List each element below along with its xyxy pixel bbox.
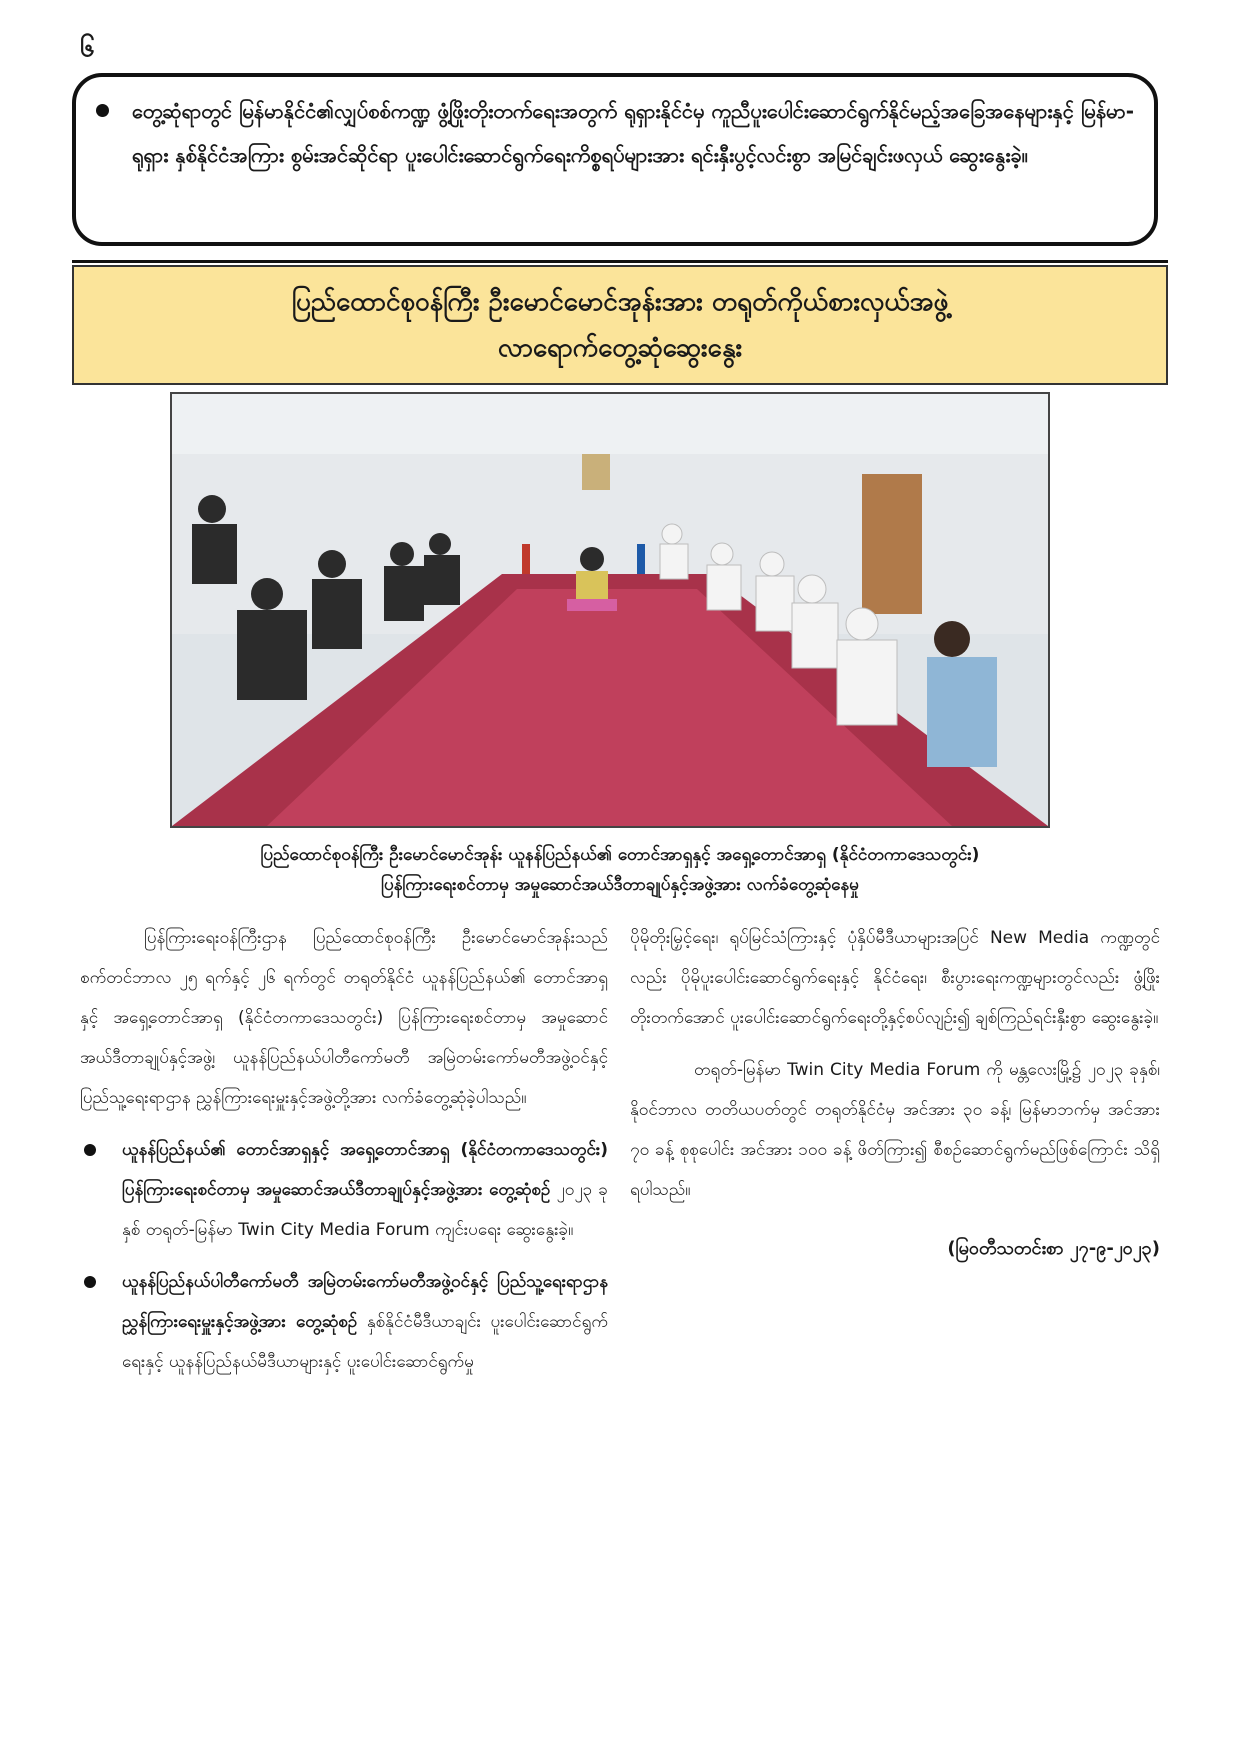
bullet-text-2	[122, 1262, 608, 1382]
door-shape	[862, 474, 922, 614]
headline-line-1: ပြည်ထောင်စုဝန်ကြီး ဦးမောင်မောင်အုန်းအား တရုတ်ကိုယ်စားလှယ်အဖွဲ့	[291, 287, 949, 317]
person-head-of-table	[580, 547, 604, 571]
meeting-photo-illustration	[172, 394, 1048, 826]
bullet-text-1	[122, 1130, 608, 1250]
divider-rule	[72, 260, 1168, 263]
page-number: ၆	[80, 33, 95, 63]
bullet-item-1	[80, 1130, 608, 1250]
source-citation: (မြဝတီသတင်းစာ ၂၇-၉-၂၀၂၃)	[947, 1238, 1160, 1259]
meeting-photo	[170, 392, 1050, 828]
bullet-item-2	[80, 1262, 608, 1382]
bullet-2-bold: ယူနန်ပြည်နယ်ပါတီကော်မတီ အမြဲတမ်းကော်မတီအဖွဲ့ဝင်နှင့် ပြည်သူ့ရေးရာဌာန ညွှန်ကြားရေးမှူးနှင့်အဖွဲ့အား တွေ့ဆုံစဉ်	[122, 1272, 608, 1332]
bullet-icon	[84, 1144, 96, 1156]
caption-line-1: ပြည်ထောင်စုဝန်ကြီး ဦးမောင်မောင်အုန်း ယူနန်ပြည်နယ်၏ တောင်အာရှနှင့် အရှေ့တောင်အာရှ (နိုင်ငံတကာဒေသတွင်း)	[260, 845, 980, 865]
headline-box	[72, 265, 1168, 385]
flower-arrangement	[567, 599, 617, 611]
bullet-icon	[84, 1276, 96, 1288]
photo-caption	[100, 840, 1140, 900]
bullet-1-bold: ယူနန်ပြည်နယ်၏ တောင်အာရှနှင့် အရှေ့တောင်အာရှ (နိုင်ငံတကာဒေသတွင်း) ပြန်ကြားရေးစင်တာမှ အမှုဆောင်အယ်ဒီတာချုပ်နှင့်အဖွဲ့အား တွေ့ဆုံစဉ်	[122, 1140, 608, 1200]
bullet-2-rest: နှစ်နိုင်ငံမီဒီယာချင်း ပူးပေါင်းဆောင်ရွက်ရေးနှင့် ယူနန်ပြည်နယ်မီဒီယာများနှင့် ပူးပေါင်းဆောင်ရွက်မှု	[122, 1312, 608, 1372]
caption-line-2: ပြန်ကြားရေးစင်တာမှ အမှုဆောင်အယ်ဒီတာချုပ်နှင့်အဖွဲ့အား လက်ခံတွေ့ဆုံနေမှု	[381, 875, 859, 895]
bullet-1-rest: ၂၀၂၃ ခုနှစ် တရုတ်-မြန်မာ Twin City Media Forum ကျင်းပရေး ဆွေးနွေးခဲ့။	[122, 1180, 608, 1240]
highlight-box	[72, 73, 1158, 246]
continuation-paragraph: ပိုမိုတိုးမြှင့်ရေး၊ ရုပ်မြင်သံကြားနှင့် ပုံနှိပ်မီဒီယာများအပြင် New Media ကဏ္ဍတွင်လည်း ပိုမိုပူးပေါင်းဆောင်ရွက်ရေးနှင့် နိုင်ငံရေး၊ စီးပွားရေးကဏ္ဍများတွင်လည်း ဖွံ့ဖြိုးတိုးတက်အောင် ပူးပေါင်းဆောင်ရွက်ရေးတို့နှင့်စပ်လျဉ်း၍ ချစ်ကြည်ရင်းနှီးစွာ ဆွေးနွေးခဲ့။	[630, 928, 1160, 1028]
right-column	[630, 918, 1160, 1263]
forum-paragraph: တရုတ်-မြန်မာ Twin City Media Forum ကို မန္တလေးမြို့၌ ၂၀၂၃ ခုနှစ်၊ နိုဝင်ဘာလ တတိယပတ်တွင် တရုတ်နိုင်ငံမှ အင်အား ၃၀ ခန့်၊ မြန်မာဘက်မှ အင်အား ၇၀ ခန့် စုစုပေါင်း အင်အား ၁၀၀ ခန့် ဖိတ်ကြား၍ စီစဉ်ဆောင်ရွက်မည်ဖြစ်ကြောင်း သိရှိရပါသည်။	[630, 1060, 1160, 1200]
person-front-right	[934, 621, 970, 657]
left-column	[80, 918, 608, 1382]
bullet-icon	[96, 104, 109, 117]
headline-line-2: လာရောက်တွေ့ဆုံဆွေးနွေး	[497, 333, 743, 363]
portrait-frame	[582, 454, 610, 490]
highlight-text: တွေ့ဆုံရာတွင် မြန်မာနိုင်ငံ၏လျှပ်စစ်ကဏ္ဍ ဖွံ့ဖြိုးတိုးတက်ရေးအတွက် ရုရှားနိုင်ငံမှ ကူညီပူးပေါင်းဆောင်ရွက်နိုင်မည့်အခြေအနေများနှင့် မြန်မာ-ရုရှား နှစ်နိုင်ငံအကြား စွမ်းအင်ဆိုင်ရာ ပူးပေါင်းဆောင်ရွက်ရေးကိစ္စရပ်များအား ရင်းနှီးပွင့်လင်းစွာ အမြင်ချင်းဖလှယ် ဆွေးနွေးခဲ့။	[132, 99, 1134, 167]
intro-paragraph: ပြန်ကြားရေးဝန်ကြီးဌာန ပြည်ထောင်စုဝန်ကြီး ဦးမောင်မောင်အုန်းသည် စက်တင်ဘာလ ၂၅ ရက်နှင့် ၂၆ ရက်တွင် တရုတ်နိုင်ငံ ယူနန်ပြည်နယ်၏ တောင်အာရှနှင့် အရှေ့တောင်အာရှ (နိုင်ငံတကာဒေသတွင်း) ပြန်ကြားရေးစင်တာမှ အမှုဆောင်အယ်ဒီတာချုပ်နှင့်အဖွဲ့၊ ယူနန်ပြည်နယ်ပါတီကော်မတီ အမြဲတမ်းကော်မတီအဖွဲ့ဝင်နှင့် ပြည်သူ့ရေးရာဌာန ညွှန်ကြားရေးမှူးနှင့်အဖွဲ့တို့အား လက်ခံတွေ့ဆုံခဲ့ပါသည်။	[80, 928, 608, 1108]
